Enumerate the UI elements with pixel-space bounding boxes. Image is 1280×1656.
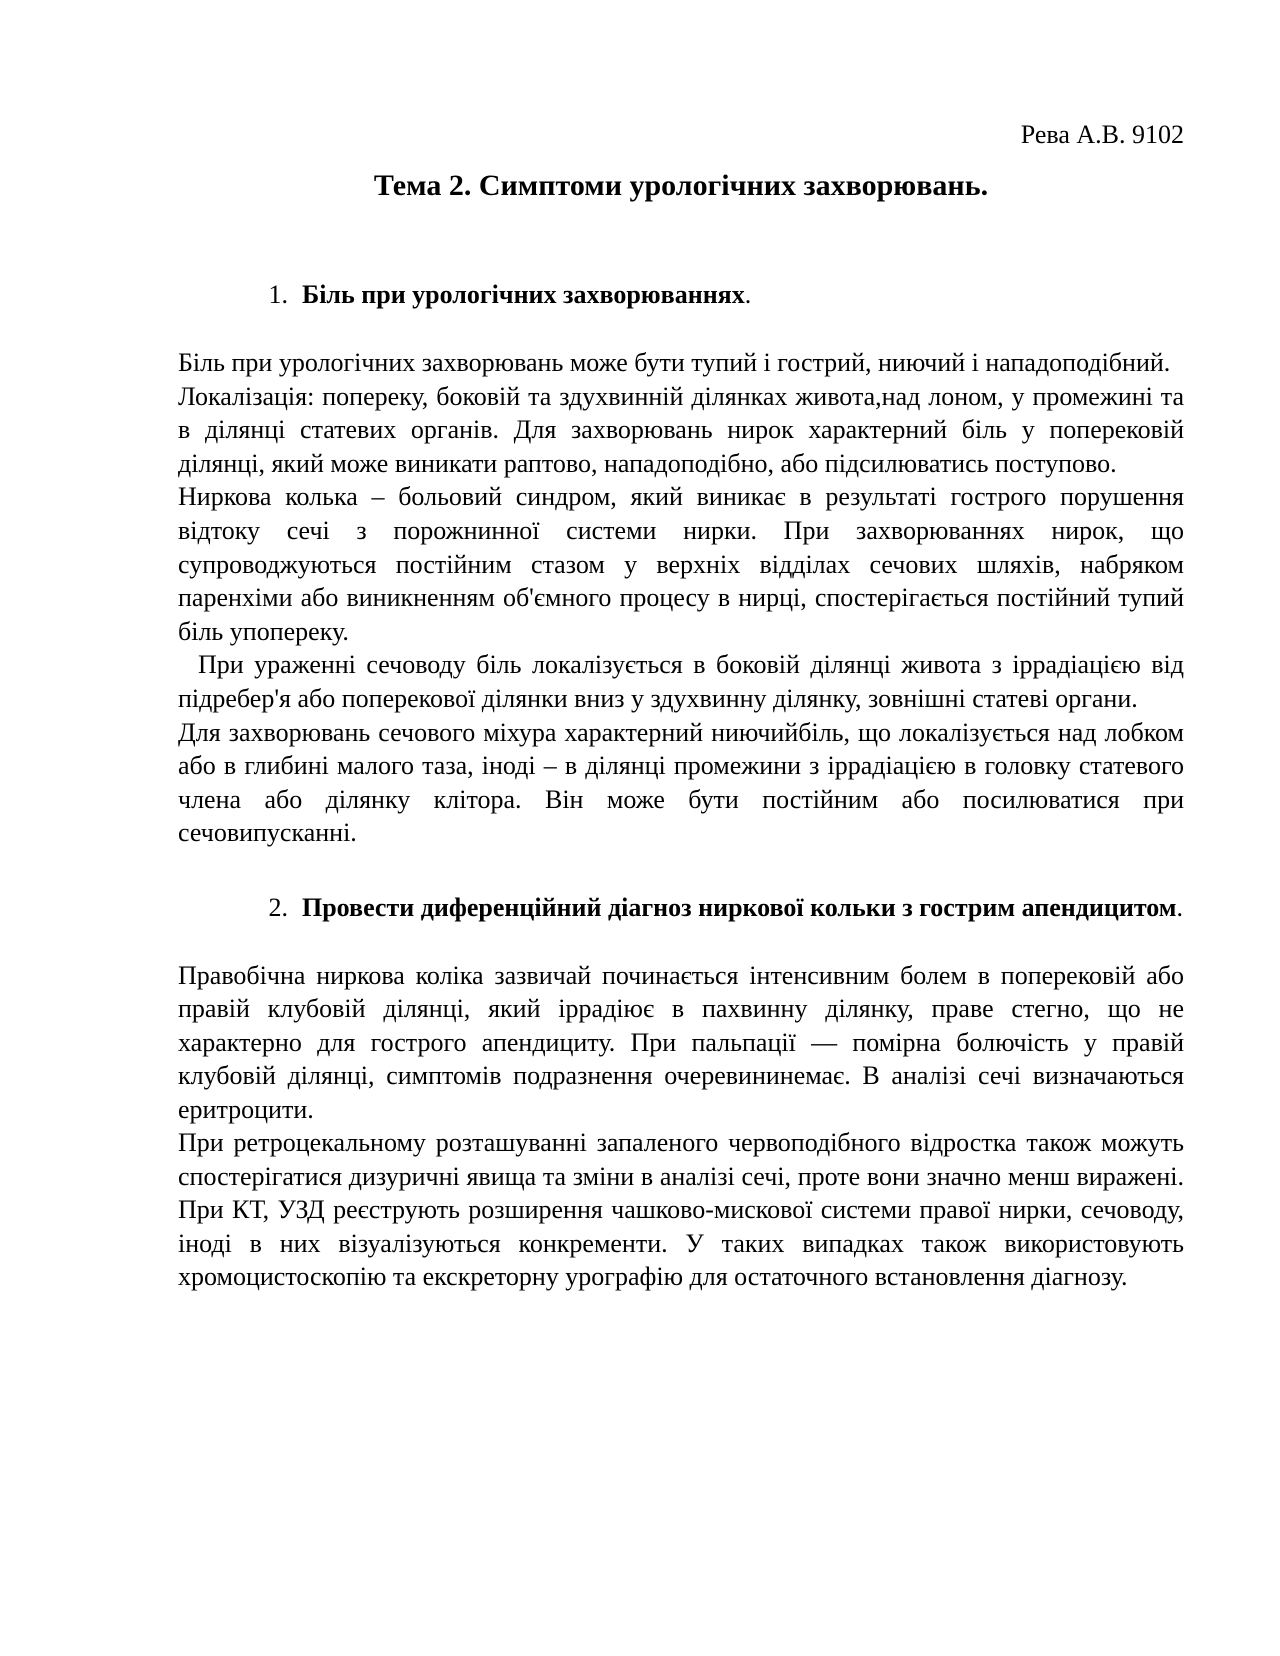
section-heading-1: [178, 279, 1184, 311]
paragraph: При ретроцекальному розташуванні запаленого червоподібного відростка також можуть спостерігатися дизуричні явища та зміни в аналізі сечі, проте вони значно менш виражені. При КТ, УЗД реєструють розширення чашково-мискової системи правої нирки, сечоводу, іноді в них візуалізуються конкременти. У таких випадках також використовують хромоцистоскопію та екскреторну урографію для остаточного встановлення діагнозу.: [178, 1128, 1184, 1292]
section-number: 1.: [268, 280, 288, 309]
paragraph: Правобічна ниркова коліка зазвичай починається інтенсивним болем в поперековій або правій клубовій ділянці, який іррадіює в пахвинну ділянку, праве стегно, що не характерно для гострого апендициту. При пальпації — помірна болючість у правій клубовій ділянці, симптомів подразнення очеревининемає. В аналізі сечі визначаються еритроцити.: [178, 960, 1184, 1124]
section-heading-end: .: [1176, 892, 1183, 922]
section-heading-2: [178, 892, 1184, 924]
section-number: 2.: [268, 892, 288, 922]
section-heading-text: [302, 892, 1184, 924]
paragraph: Для захворювань сечового міхура характерний ниючийбіль, що локалізується над лобком або в глибині малого таза, іноді – в ділянці промежини з іррадіацією в головку статевого члена або ділянку клітора. Він може бути постійним або посилюватися при сечовипусканні.: [178, 717, 1184, 848]
author-line: Рева А.В. 9102: [1020, 120, 1184, 149]
section-heading-bold: Біль при урологічних захворюваннях: [302, 280, 745, 309]
paragraph: Біль при урологічних захворювань може бути тупий і гострий, ниючий і нападоподібний.: [178, 348, 1171, 377]
document-title: Тема 2. Симптоми урологічних захворювань.: [373, 169, 989, 202]
paragraph: При ураженні сечоводу біль локалізується в боковій ділянці живота з іррадіацією від підребер'я або поперекової ділянки вниз у здухвинну ділянку, зовнішні статеві органи.: [178, 650, 1184, 713]
paragraph: Локалізація: попереку, боковій та здухвинній ділянках живота,над лоном, у промежині та в ділянці статевих органів. Для захворювань нирок характерний біль у поперековій ділянці, який може виникати раптово, нападоподібно, або підсилюватись поступово.: [178, 381, 1184, 478]
section-body-1: [178, 346, 1184, 850]
document-page: [178, 118, 1184, 1294]
paragraph: Ниркова колька – больовий синдром, який виникає в результаті гострого порушення відтоку сечі з порожнинної системи нирки. При захворюваннях нирок, що супроводжуються постійним стазом у верхніх відділах сечових шляхів, набряком паренхіми або виникненням об'ємного процесу в нирці, спостерігається постійний тупий біль упопереку.: [178, 482, 1184, 646]
section-body-2: [178, 959, 1184, 1294]
section-heading-end: .: [744, 280, 752, 309]
section-heading-text: [302, 279, 1184, 311]
section-heading-bold: Провести диференційний діагноз ниркової кольки з гострим апендицитом: [302, 892, 1177, 922]
